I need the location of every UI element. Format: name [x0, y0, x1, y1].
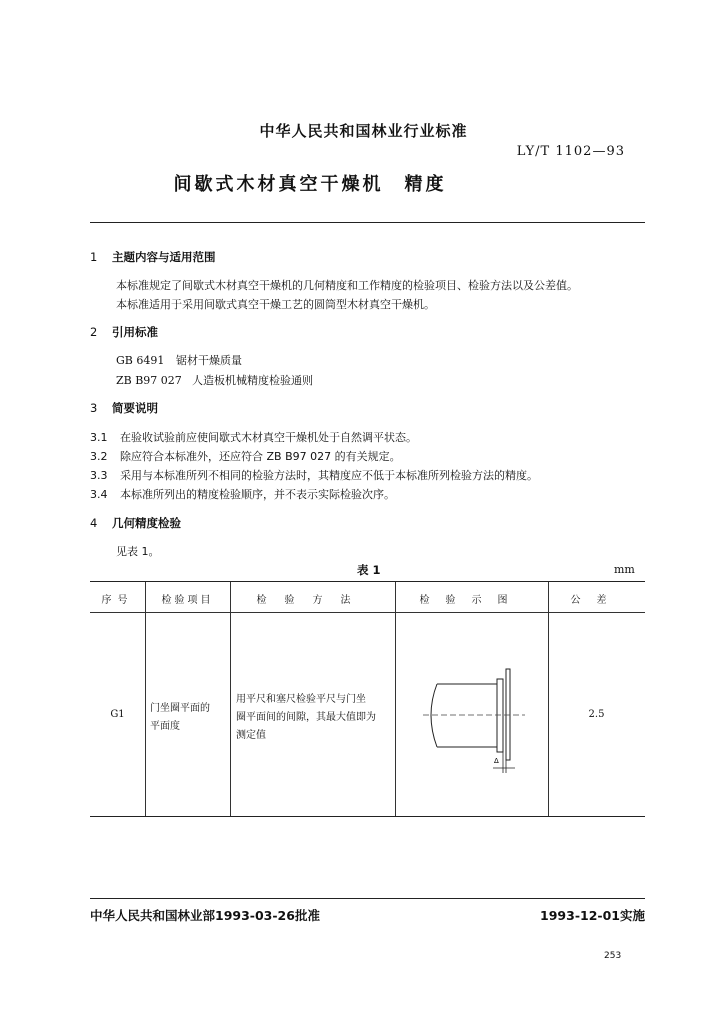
section-3-heading [90, 400, 158, 416]
item-text: 采用与本标准所列不相同的检验方法时，其精度应不低于本标准所列检验方法的精度。 [120, 469, 538, 482]
item-text: 本标准所列出的精度检验顺序，并不表示实际检验次序。 [120, 488, 395, 501]
section-title: 主题内容与适用范围 [112, 250, 216, 264]
section-title: 几何精度检验 [112, 516, 181, 530]
reference-code: ZB B97 027 [116, 374, 182, 387]
standard-code: LY/T 1102—93 [516, 144, 625, 159]
inspection-method-line: 测定值 [236, 730, 266, 741]
inspection-item-line: 门坐圈平面的 [150, 703, 210, 714]
approval-statement: 中华人民共和国林业部1993-03-26批准 [90, 908, 320, 923]
column-divider [548, 582, 549, 816]
table-unit: mm [614, 563, 635, 576]
section-4-paragraph: 见表 1。 [116, 545, 160, 558]
footer-rule [90, 898, 645, 899]
item-text: 在验收试验前应使间歇式木材真空干燥机处于自然调平状态。 [120, 431, 417, 444]
inspection-method-line: 圈平面间的间隙，其最大值即为 [236, 712, 376, 723]
column-header: 序号 [101, 595, 134, 606]
reference-item [116, 352, 242, 368]
header-rule [90, 222, 645, 223]
column-divider [230, 582, 231, 816]
section-title: 引用标准 [112, 325, 158, 339]
section-1-paragraph-1: 本标准规定了间歇式木材真空干燥机的几何精度和工作精度的检验项目、检验方法以及公差值。 [116, 279, 578, 292]
item-number: 3.1 [90, 431, 108, 444]
item-number: 3.3 [90, 469, 108, 482]
section-number: 4 [90, 516, 98, 530]
inspection-method-line: 用平尺和塞尺检验平尺与门坐 [236, 694, 366, 705]
column-header: 检验示图 [419, 595, 524, 606]
gap-label: Δ [494, 757, 499, 765]
list-item [90, 429, 417, 445]
section-title: 简要说明 [112, 401, 158, 415]
flatness-diagram-svg [395, 613, 548, 816]
inspection-diagram [395, 613, 548, 816]
list-item [90, 467, 538, 483]
table-bottom-rule [90, 816, 645, 817]
reference-title: 人造板机械精度检验通则 [192, 374, 313, 387]
section-1-heading [90, 249, 216, 265]
section-1-paragraph-2: 本标准适用于采用间歇式真空干燥工艺的圆筒型木材真空干燥机。 [116, 298, 435, 311]
section-number: 3 [90, 401, 98, 415]
list-item [90, 448, 401, 464]
tolerance-value: 2.5 [588, 709, 605, 720]
document-title: 间歇式木材真空干燥机 精度 [173, 174, 447, 195]
list-item [90, 486, 395, 502]
inspection-item-line: 平面度 [150, 721, 180, 732]
reference-item [116, 372, 313, 388]
column-header: 公差 [570, 595, 623, 606]
cylinder-outline [437, 684, 497, 747]
door-seat-ring [497, 679, 503, 752]
cylinder-end [431, 684, 437, 747]
reference-code: GB 6491 [116, 354, 165, 367]
reference-title: 锯材干燥质量 [176, 354, 242, 367]
table-header-rule [90, 612, 645, 613]
item-number: 3.4 [90, 488, 108, 501]
publisher-line: 中华人民共和国林业行业标准 [259, 122, 468, 140]
implementation-date: 1993-12-01实施 [540, 908, 645, 923]
page-number: 253 [604, 951, 622, 961]
column-divider [145, 582, 146, 816]
item-text: 除应符合本标准外，还应符合 ZB B97 027 的有关规定。 [120, 450, 401, 463]
column-header: 检验方法 [256, 595, 369, 606]
column-header: 检验项目 [161, 595, 214, 606]
row-number: G1 [110, 709, 125, 720]
straightedge [506, 669, 510, 760]
section-number: 1 [90, 250, 98, 264]
table-caption: 表 1 [357, 563, 381, 577]
table-top-rule [90, 581, 645, 582]
section-4-heading [90, 515, 181, 531]
section-number: 2 [90, 325, 98, 339]
item-number: 3.2 [90, 450, 108, 463]
section-2-heading [90, 324, 158, 340]
